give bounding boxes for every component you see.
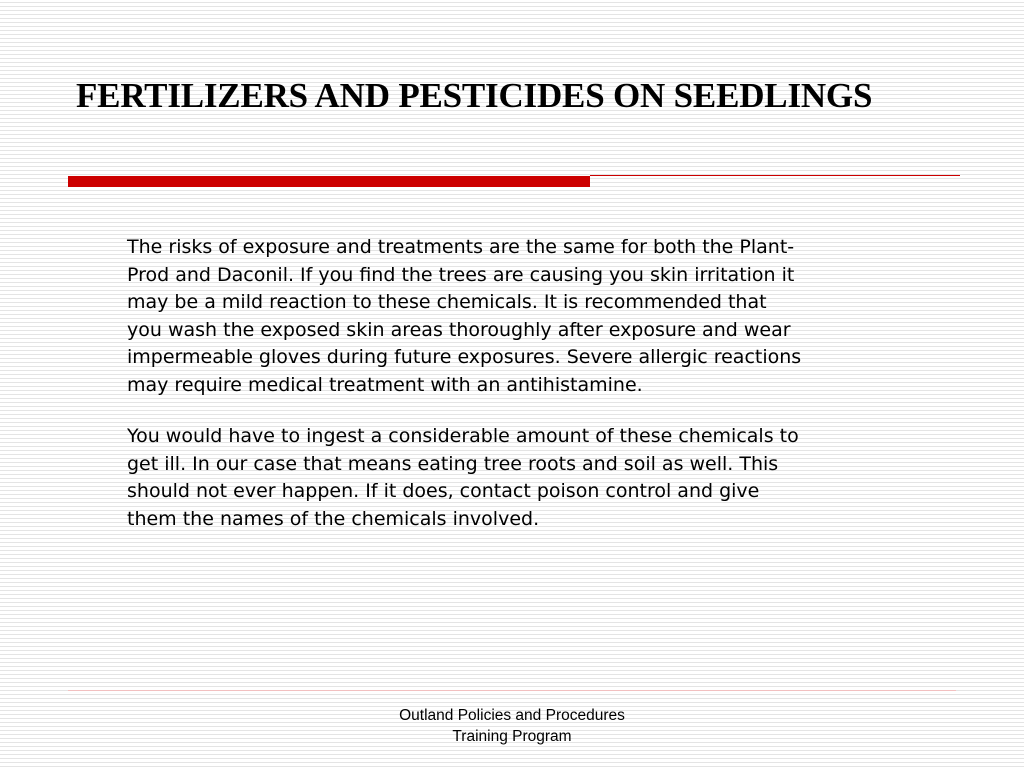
footer-divider — [68, 690, 956, 691]
footer-line-2: Training Program — [452, 728, 572, 745]
body-paragraph-exposure: The risks of exposure and treatments are the same for both the Plant- Prod and Daconil. If you find the trees are causing you skin irritation it may be a mild reaction to these chemicals. It is recommended that you wash the exposed skin areas thoroughly after exposure and wear impermeable gloves during future exposures. Severe allergic reactions may require medical treatment with an antihistamine. — [127, 236, 802, 396]
footer-line-1: Outland Policies and Procedures — [399, 707, 625, 724]
title-underline-thin — [590, 175, 960, 176]
title-underline-thick — [68, 176, 590, 187]
slide-footer — [362, 705, 662, 747]
slide-title: FERTILIZERS AND PESTICIDES ON SEEDLINGS — [76, 76, 873, 115]
slide-body — [127, 234, 957, 557]
body-paragraph-ingestion: You would have to ingest a considerable amount of these chemicals to get ill. In our case that means eating tree roots and soil as well. This should not ever happen. If it does, contact poison control and give them the names of the chemicals involved. — [127, 425, 799, 530]
